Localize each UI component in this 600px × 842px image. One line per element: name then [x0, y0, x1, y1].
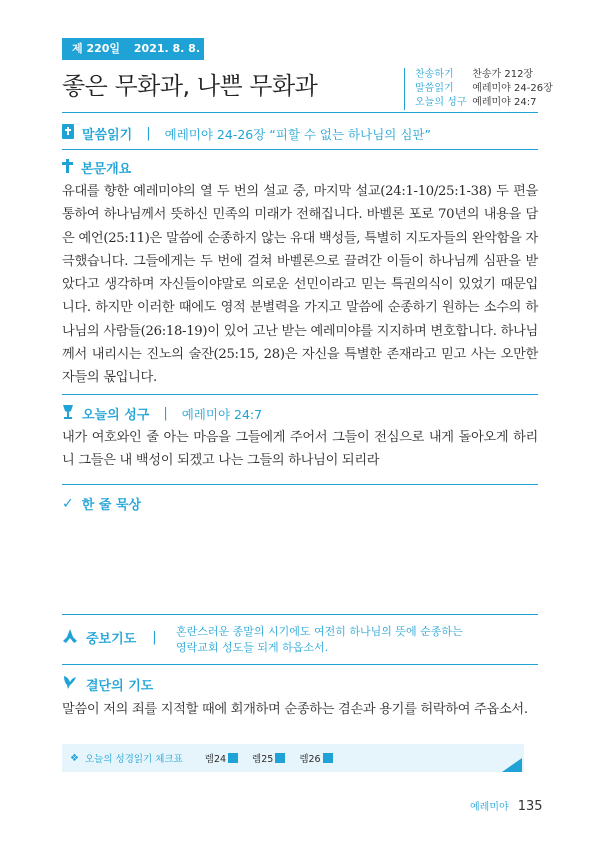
praying-hands-icon [62, 629, 78, 647]
checklist-item-2: 렘25 [252, 754, 274, 765]
header-divider [62, 112, 538, 113]
resolution-text: 말씀이 저의 죄를 지적할 때에 회개하며 순종하는 겸손과 용기를 허락하여 주옵소서. [62, 702, 528, 717]
intercession-text [176, 624, 463, 656]
verse-text: 내가 여호와인 줄 아는 마음을 그들에게 주어서 그들이 전심으로 내게 돌아오게 하리니 그들은 내 백성이 되겠고 나는 그들의 하나님이 되리라 [62, 430, 538, 469]
cross-icon [62, 159, 73, 177]
reading-checklist [62, 744, 524, 772]
verse-title: 오늘의 성구 [82, 408, 150, 423]
divider [62, 149, 538, 150]
meditation-title: 한 줄 묵상 [81, 498, 142, 513]
summary-text: 유대를 향한 예레미야의 열 두 번의 설교 중, 마지막 설교(24:1-10/25:1-38) 두 편을 통하여 하나님께서 뜻하신 민족의 미래가 전해집니다. 바벨론 포로 70년의 내용을 담은 예언(25:11)은 말씀에 순종하지 않는 유대 백성들, 특별히 지도자들의 완악함을 자극했습니다. 그들에게는 두 번에 걸쳐 바벨론으로 끌려간 이들이 하나님께 심판을 받았다고 생각하며 자신들이야말로 의로운 선민이라고 믿는 특권의식이 있었기 때문입니다. 하지만 이러한 때에도 영적 분별력을 가지고 말씀에 순종하기 원하는 소수의 하나님의 사람들(26:18-19)이 있어 고난 받는 예레미야를 지지하며 변호합니다. 하나님께서 내리시는 진노의 술잔(25:15, 28)은 자신을 특별한 존재라고 믿고 사는 오만한 자들의 몫입니다. [62, 184, 538, 386]
page-title: 좋은 무화과, 나쁜 무화과 [62, 72, 318, 100]
intercession-header [62, 628, 173, 647]
divider [62, 394, 538, 395]
page-number: 135 [517, 799, 543, 814]
info-label: 말씀읽기 [415, 83, 454, 94]
check-icon: ✓ [62, 495, 74, 512]
separator: | [163, 406, 168, 421]
resolution-title: 결단의 기도 [86, 678, 154, 694]
chalice-icon [62, 405, 74, 423]
separator: | [146, 126, 151, 141]
book-name: 예레미야 [470, 802, 509, 813]
checklist-item-3: 렘26 [299, 754, 321, 765]
divider [62, 614, 538, 615]
verse-header [62, 404, 262, 423]
divider [62, 484, 538, 485]
reading-header [62, 124, 431, 143]
day-date: 2021. 8. 8. 주 [133, 42, 215, 55]
reading-subtitle: 예레미야 24-26장 “피할 수 없는 하나님의 심판” [164, 126, 431, 142]
info-label: 찬송하기 [415, 69, 454, 80]
reading-title: 말씀읽기 [82, 128, 133, 143]
corner-triangle [502, 758, 522, 772]
bible-icon [62, 124, 74, 143]
resolution-header [62, 674, 153, 694]
day-badge [62, 38, 215, 60]
divider [62, 664, 538, 665]
separator: | [152, 630, 157, 645]
checkbox[interactable] [275, 753, 285, 763]
info-label: 오늘의 성구 [415, 97, 467, 108]
intercession-line: 영락교회 성도들 되게 하옵소서. [176, 641, 329, 654]
verse-subtitle: 예레미야 24:7 [181, 406, 263, 422]
checkbox[interactable] [228, 753, 238, 763]
summary-header [62, 158, 131, 177]
info-row-verse [415, 96, 565, 110]
info-row-hymn [415, 68, 565, 82]
intercession-line: 혼란스러운 종말의 시기에도 여전히 하나님의 뜻에 순종하는 [176, 625, 463, 638]
info-row-reading [415, 82, 565, 96]
intercession-title: 중보기도 [86, 632, 137, 647]
checklist-item-1: 렘24 [204, 754, 227, 765]
meditation-header [62, 494, 141, 513]
diamond-icon: ❖ [70, 752, 79, 764]
checkbox[interactable] [323, 753, 333, 763]
dove-icon [62, 674, 78, 694]
page-footer [470, 795, 543, 814]
summary-title: 본문개요 [81, 162, 132, 177]
info-value: 예레미야 24:7 [472, 97, 537, 108]
info-block [404, 68, 565, 110]
info-value: 예레미야 24-26장 [472, 83, 553, 94]
info-value: 찬송가 212장 [472, 69, 534, 80]
day-number: 제 220일 [72, 42, 121, 55]
checklist-label: 오늘의 성경읽기 체크표 [84, 754, 183, 765]
